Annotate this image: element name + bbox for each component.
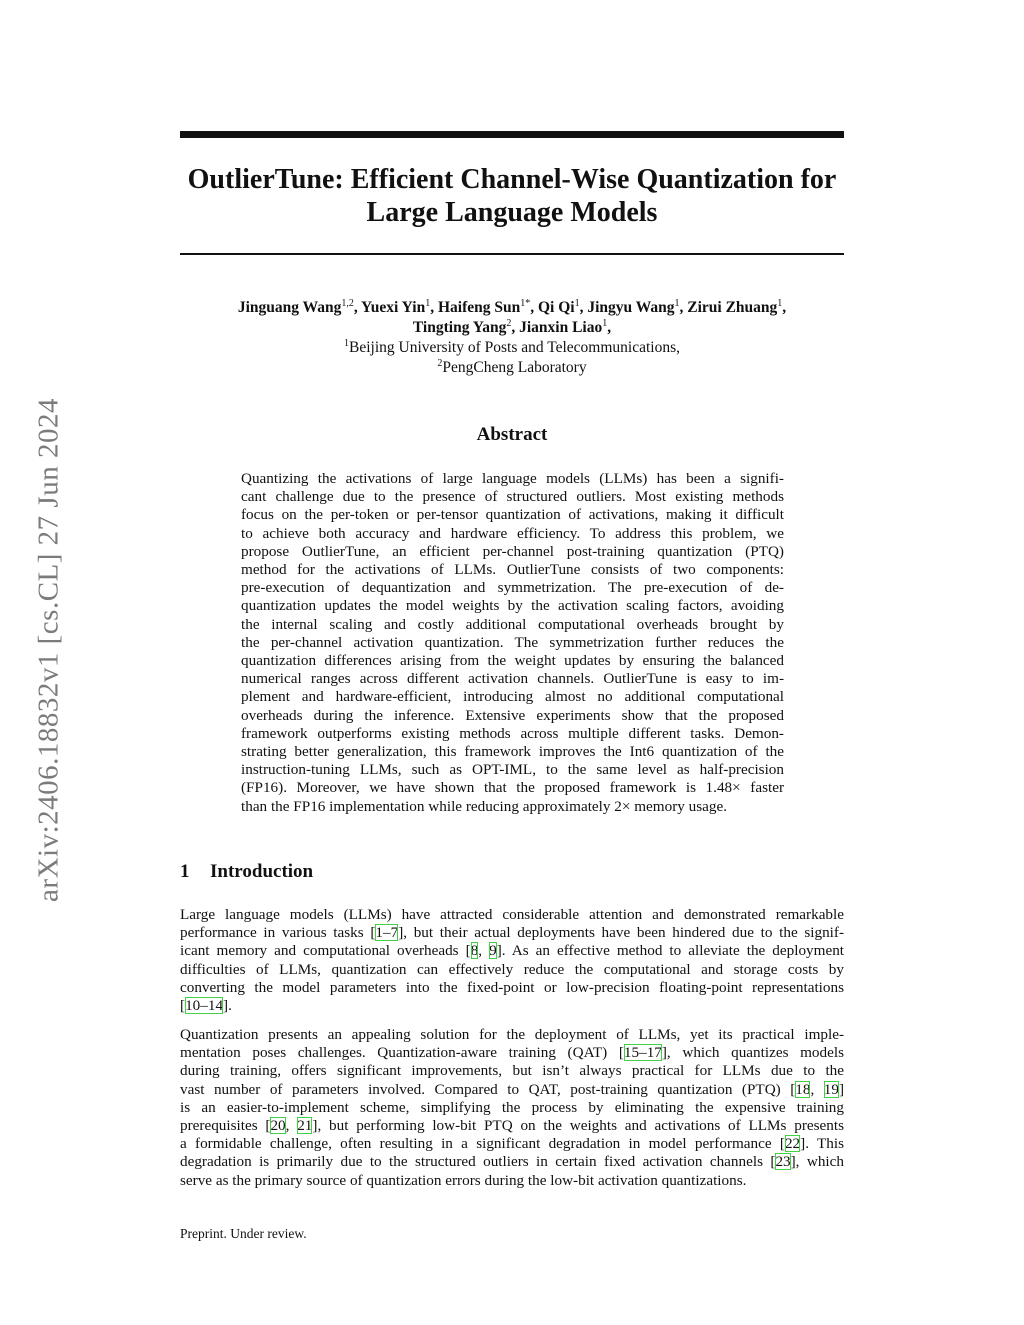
abstract-line: quantization updates the model weights by the activation scaling factors, avoiding — [241, 597, 784, 615]
author-affiliation-mark: 1 — [425, 298, 431, 309]
author-affiliation-mark: 1 — [674, 298, 680, 309]
intro-paragraph-2 — [180, 1026, 844, 1190]
title-line-2: Large Language Models — [366, 197, 658, 228]
author-affiliation-mark: 1* — [520, 298, 531, 309]
abstract-line: (FP16). Moreover, we have shown that the proposed framework is 1.48× faster — [241, 779, 784, 797]
affiliation-2 — [180, 358, 844, 378]
section-number: 1 — [180, 861, 190, 882]
text-run: , — [285, 1117, 298, 1135]
abstract-line: numerical ranges across different activation channels. OutlierTune is easy to im- — [241, 670, 784, 688]
section-heading-introduction — [180, 861, 313, 883]
author-name: Jianxin Liao — [519, 319, 603, 336]
paragraph-line — [180, 942, 844, 960]
text-run: mentation poses challenges. Quantization-aware training (QAT) [ — [180, 1044, 624, 1062]
author-name: Haifeng Sun — [437, 299, 521, 316]
text-run: ], which quantizes models — [661, 1044, 844, 1062]
paragraph-line — [180, 1044, 844, 1062]
paragraph-line — [180, 924, 844, 942]
paragraph-line: serve as the primary source of quantization errors during the low-bit activation quantizations. — [180, 1171, 747, 1189]
citation-link[interactable]: 9 — [489, 942, 497, 960]
text-run: icant memory and computational overheads [ — [180, 942, 471, 960]
author-affiliation-mark: 1,2 — [341, 298, 354, 309]
paper-title — [180, 163, 844, 229]
arxiv-identifier — [28, 360, 70, 940]
paragraph-line: Quantization presents an appealing solution for the deployment of LLMs, yet its practical imple- — [180, 1026, 844, 1043]
citation-link[interactable]: 19 — [823, 1080, 839, 1098]
abstract-line: the internal scaling and costly additional computational overheads brought by — [241, 615, 784, 633]
paragraph-line: converting the model parameters into the fixed-point or low-precision floating-point representations — [180, 978, 844, 996]
text-run: ], but their actual deployments have been hindered due to the signif- — [398, 924, 845, 942]
abstract-line: instruction-tuning LLMs, such as OPT-IML, to the same level as half-precision — [241, 761, 784, 779]
text-run: degradation is primarily due to the structured outliers in certain fixed activation channels [ — [180, 1153, 776, 1171]
citation-link[interactable]: 8 — [470, 942, 479, 960]
paragraph-line: is an easier-to-implement scheme, simplifying the process by eliminating the expensive training — [180, 1098, 844, 1116]
abstract-line: method for the activations of LLMs. OutlierTune consists of two components: — [241, 561, 784, 579]
text-run: [ — [180, 997, 186, 1015]
abstract-line: framework outperforms existing methods across multiple different tasks. Demon- — [241, 724, 784, 742]
affiliation-text: PengCheng Laboratory — [442, 359, 587, 376]
text-run: ]. As an effective method to alleviate the deployment — [496, 942, 845, 960]
affiliation-mark: 2 — [437, 358, 443, 369]
abstract-line: pre-execution of dequantization and symmetrization. The pre-execution of de- — [241, 579, 784, 597]
paragraph-line: during training, offers significant improvements, but isn’t always practical for LLMs due to the — [180, 1062, 844, 1080]
paragraph-line — [180, 1153, 844, 1171]
abstract-body — [241, 470, 784, 816]
title-rule-top — [180, 131, 844, 138]
author-name: Tingting Yang — [412, 319, 507, 336]
paragraph-line — [180, 1081, 844, 1099]
paragraph-line: Large language models (LLMs) have attracted considerable attention and demonstrated remarkable — [180, 906, 844, 923]
author-line-2: Tingting Yang$^2$, Jianxin Liao$^1$, — [412, 318, 612, 336]
citation-link[interactable]: 20 — [270, 1117, 286, 1135]
author-name: Jinguang Wang — [237, 299, 342, 316]
text-run: ], which — [790, 1153, 844, 1171]
text-run: ], but performing low-bit PTQ on the weights and activations of LLMs presents — [312, 1117, 844, 1135]
citation-link[interactable]: 15–17 — [623, 1044, 662, 1062]
title-line-1: OutlierTune: Efficient Channel-Wise Quantization for — [187, 164, 837, 195]
citation-link[interactable]: 1–7 — [375, 924, 399, 942]
author-affiliation-mark: 1 — [602, 318, 608, 329]
abstract-line: quantization differences arising from the weight updates by ensuring the balanced — [241, 652, 784, 670]
citation-link[interactable]: 21 — [297, 1117, 313, 1135]
text-run: , — [810, 1080, 824, 1098]
paragraph-line — [180, 997, 844, 1015]
text-run: ] — [838, 1080, 844, 1098]
abstract-line: overheads during the inference. Extensive experiments show that the proposed — [241, 706, 784, 724]
abstract-heading: Abstract — [476, 424, 548, 445]
author-name: Qi Qi — [537, 299, 575, 316]
citation-link[interactable]: 10–14 — [185, 997, 224, 1015]
text-run: performance in various tasks [ — [180, 924, 376, 942]
title-rule-bottom — [180, 253, 844, 255]
affiliation-mark: 1 — [344, 338, 349, 349]
text-run: ]. This — [800, 1135, 844, 1153]
abstract-line: to achieve both accuracy and hardware efficiency. To address this problem, we — [241, 524, 784, 542]
author-affiliation-mark: 1 — [574, 298, 580, 309]
citation-link[interactable]: 22 — [784, 1135, 801, 1153]
abstract-line: cant challenge due to the presence of structured outliers. Most existing methods — [241, 488, 784, 506]
paragraph-line — [180, 1117, 844, 1135]
footer-note: Preprint. Under review. — [180, 1226, 307, 1241]
section-title: Introduction — [210, 861, 314, 882]
author-line-1: Jinguang Wang$^{1,2}$, Yuexi Yin$^1$, Haifeng Sun$^{1*}$, Qi Qi$^1$, Jingyu Wang$^1$, Zirui Zhuang$^1$, — [237, 298, 787, 316]
abstract-line: focus on the per-token or per-tensor quantization of activations, making it difficult — [241, 506, 784, 524]
text-run: , — [478, 942, 490, 960]
paragraph-line: difficulties of LLMs, quantization can effectively reduce the computational and storage costs by — [180, 960, 844, 978]
text-run: prerequisites [ — [180, 1117, 271, 1135]
abstract-line: than the FP16 implementation while reducing approximately 2× memory usage. — [241, 797, 728, 815]
author-name: Yuexi Yin — [361, 299, 426, 316]
intro-paragraph-1 — [180, 906, 844, 1015]
abstract-line: plement and hardware-efficient, introducing almost no additional computational — [241, 688, 784, 706]
citation-link[interactable]: 18 — [795, 1080, 811, 1098]
citation-link[interactable]: 23 — [775, 1153, 791, 1171]
abstract-line: Quantizing the activations of large language models (LLMs) has been a signifi- — [241, 470, 784, 487]
text-run: vast number of parameters involved. Compared to QAT, post-training quantization (PTQ) [ — [180, 1080, 796, 1098]
affiliation-1 — [180, 338, 844, 358]
abstract-line: propose OutlierTune, an efficient per-channel post-training quantization (PTQ) — [241, 542, 784, 560]
text-run: ]. — [223, 997, 232, 1015]
author-name: Zirui Zhuang — [687, 299, 778, 316]
author-affiliation-mark: 1 — [777, 298, 783, 309]
abstract-line: strating better generalization, this framework improves the Int6 quantization of the — [241, 743, 784, 761]
text-run: a formidable challenge, often resulting in a significant degradation in model performance [ — [180, 1135, 785, 1153]
paragraph-line — [180, 1135, 844, 1153]
author-name: Jingyu Wang — [587, 299, 675, 316]
arxiv-identifier-text: arXiv:2406.18832v1 [cs.CL] 27 Jun 2024 — [32, 398, 65, 902]
affiliation-text: Beijing University of Posts and Telecommunications, — [349, 339, 680, 356]
abstract-line: the per-channel activation quantization. The symmetrization further reduces the — [241, 633, 784, 651]
author-affiliation-mark: 2 — [506, 318, 512, 329]
author-block — [180, 298, 844, 378]
